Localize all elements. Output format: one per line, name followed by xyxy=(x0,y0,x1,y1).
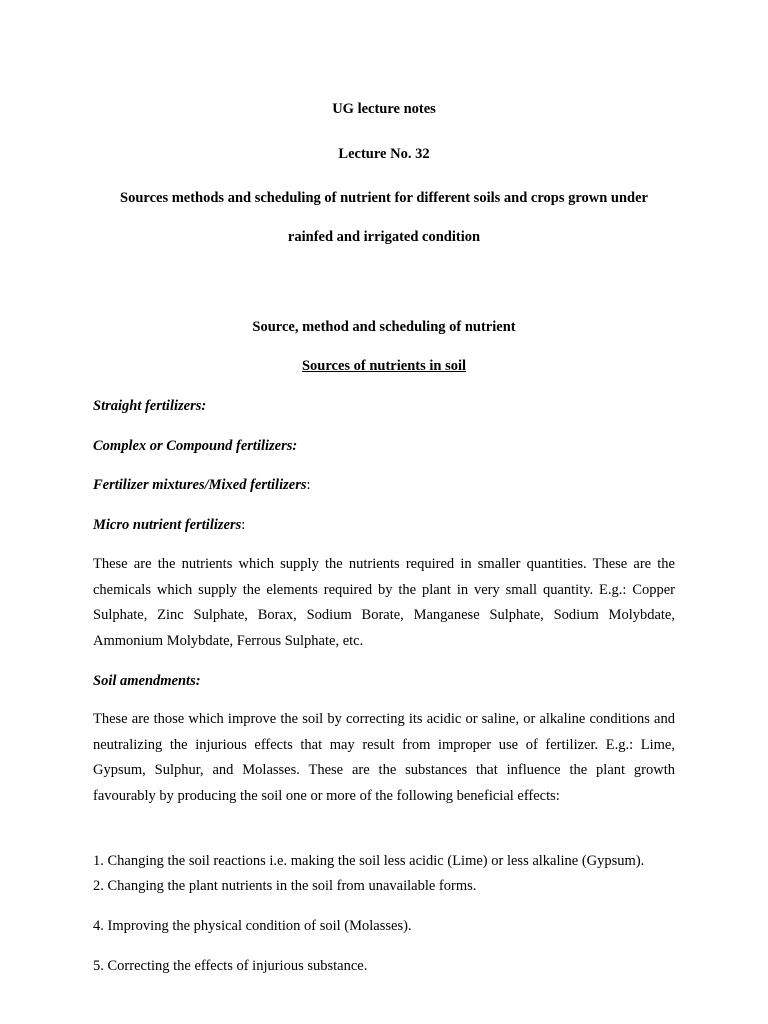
effect-item-2: 2. Changing the plant nutrients in the soil from unavailable forms. xyxy=(93,878,477,894)
lecture-series-title: UG lecture notes xyxy=(332,101,436,117)
lecture-title-line-1: Sources methods and scheduling of nutrient for different soils and crops grown under xyxy=(120,190,648,206)
effect-item-4: 4. Improving the physical condition of soil (Molasses). xyxy=(93,918,412,934)
effect-item-5: 5. Correcting the effects of injurious substance. xyxy=(93,958,368,974)
heading-micro-nutrient: Micro nutrient fertilizers xyxy=(93,517,242,533)
heading-straight-fertilizers: Straight fertilizers: xyxy=(93,398,207,414)
section-heading: Source, method and scheduling of nutrient xyxy=(252,319,516,335)
soil-amendments-paragraph: These are those which improve the soil by correcting its acidic or saline, or alkaline conditions and neutralizing the injurious effects that may result from improper use of fertilizer. E.g.: Lime, Gypsum, Sulphur, and Molasses. These are the substances that influence the plant growth favourably by producing the soil one or more of the following beneficial effects: xyxy=(93,711,675,804)
effect-item-1: 1. Changing the soil reactions i.e. making the soil less acidic (Lime) or less alkaline (Gypsum). xyxy=(93,853,645,869)
section-subheading-wrap xyxy=(0,357,768,375)
heading-micro-nutrient-wrap xyxy=(93,516,245,534)
heading-soil-amendments: Soil amendments: xyxy=(93,673,201,689)
lecture-title-line-2: rainfed and irrigated condition xyxy=(287,229,481,245)
heading-micro-nutrient-colon: : xyxy=(241,517,246,533)
heading-complex-fertilizers: Complex or Compound fertilizers: xyxy=(93,438,298,454)
heading-mixed-fertilizers-wrap xyxy=(93,476,311,494)
lecture-number: Lecture No. 32 xyxy=(338,146,430,162)
heading-mixed-fertilizers-colon: : xyxy=(306,477,311,493)
micro-nutrient-paragraph: These are the nutrients which supply the nutrients required in smaller quantities. These are the chemicals which supply the elements required by the plant in very small quantity. E.g.: Copper Sulphate, Zinc Sulphate, Borax, Sodium Borate, Manganese Sulphate, Sodium Molybdate, Ammonium Molybdate, Ferrous Sulphate, etc. xyxy=(93,556,675,649)
section-subheading: Sources of nutrients in soil xyxy=(301,358,467,374)
heading-mixed-fertilizers: Fertilizer mixtures/Mixed fertilizers xyxy=(93,477,307,493)
